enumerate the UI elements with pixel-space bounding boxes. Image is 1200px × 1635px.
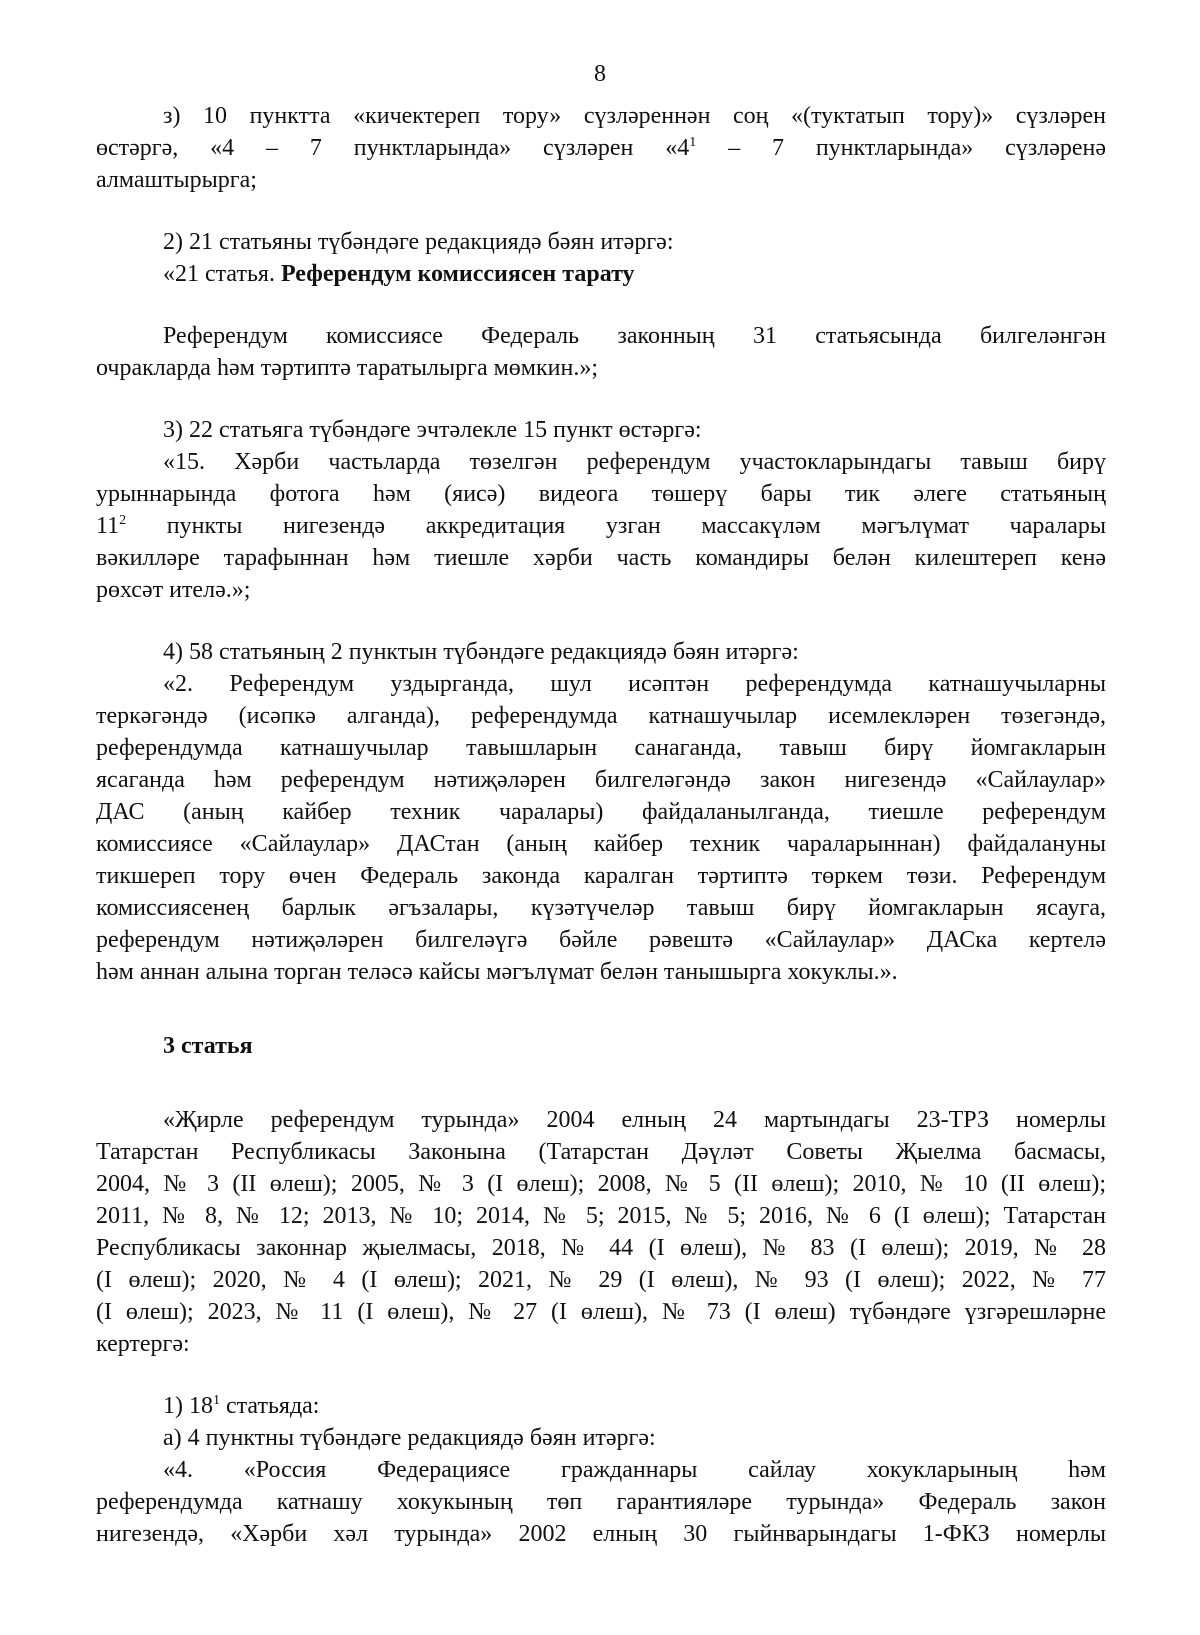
text-fragment: – 7 пунктларында» сүзләренә	[696, 135, 1107, 161]
text-line	[96, 132, 1106, 164]
paragraph-1	[96, 100, 1106, 196]
text-line: кертергә:	[96, 1331, 190, 1357]
article-prefix: «21 статья.	[163, 261, 281, 287]
text-line: алмаштырырга;	[96, 167, 257, 193]
paragraph-4	[96, 320, 1106, 384]
paragraph-10	[96, 1390, 1106, 1422]
text-fragment: статьяда:	[220, 1393, 320, 1419]
paragraph-6	[96, 446, 1106, 606]
page-number: 8	[594, 61, 606, 87]
text-line: комиссиясе «Сайлаулар» ДАСтан (аның кайбер техник чараларыннан) файдалануны	[96, 831, 1106, 857]
text-line: һәм аннан алына торган теләсә кайсы мәгълүмат белән танышырга хокуклы.».	[96, 959, 898, 985]
text-line: референдумда катнашучылар тавышларын санаганда, тавыш бирү йомгакларын	[96, 735, 1106, 761]
superscript: 2	[119, 513, 127, 528]
text-fragment: пункты нигезендә аккредитация узган массакүләм мәгълүмат чаралары	[126, 513, 1106, 539]
section-heading	[96, 1030, 1106, 1062]
text-fragment: 11	[96, 513, 120, 539]
paragraph-2: 2) 21 статьяны түбәндәге редакциядә бәян итәргә:	[163, 229, 674, 255]
text-fragment: өстәргә, «4 – 7 пунктларында» сүзләрен «4	[96, 135, 690, 161]
paragraph-3	[96, 258, 1106, 290]
paragraph-11: а) 4 пунктны түбәндәге редакциядә бәян итәргә:	[163, 1425, 656, 1451]
document-body	[96, 100, 1106, 1550]
text-line: теркәгәндә (исәпкә алганда), референдумда катнашучылар исемлекләрен төзегәндә,	[96, 703, 1106, 729]
text-line: Референдум комиссиясе Федераль законның 31 статьясында билгеләнгән	[163, 323, 1106, 349]
text-fragment: 1) 18	[163, 1393, 213, 1419]
text-line: «4. «Россия Федерациясе гражданнары сайлау хокукларының һәм	[163, 1457, 1106, 1483]
text-line: комиссиясенең барлык әгъзалары, күзәтүчеләр тавыш бирү йомгакларын ясауга,	[96, 895, 1106, 921]
text-line: ДАС (аның кайбер техник чаралары) файдаланылганда, тиешле референдум	[96, 799, 1106, 825]
text-line: нигезендә, «Хәрби хәл турында» 2002 елның 30 гыйнварындагы 1-ФКЗ номерлы	[96, 1521, 1106, 1547]
text-line: урыннарында фотога һәм (яисә) видеога төшерү бары тик әлеге статьяның	[96, 481, 1106, 507]
text-line: з) 10 пунктта «кичектереп тору» сүзләреннән соң «(туктатып тору)» сүзләрен	[163, 103, 1106, 129]
text-line: ясаганда һәм референдум нәтиҗәләрен билгеләгәндә закон нигезендә «Сайлаулар»	[96, 767, 1106, 793]
text-line: очракларда һәм тәртиптә таратылырга мөмкин.»;	[96, 355, 598, 381]
text-line: «2. Референдум уздырганда, шул исәптән референдумда катнашучыларны	[163, 671, 1106, 697]
text-line: (I өлеш); 2023, № 11 (I өлеш), № 27 (I өлеш), № 73 (I өлеш) түбәндәге үзгәрешләрне	[96, 1299, 1106, 1325]
text-line: 2004, № 3 (II өлеш); 2005, № 3 (I өлеш); 2008, № 5 (II өлеш); 2010, № 10 (II өлеш);	[96, 1171, 1106, 1197]
paragraph-5: 3) 22 статьяга түбәндәге эчтәлекле 15 пункт өстәргә:	[163, 417, 702, 443]
text-line: рөхсәт ителә.»;	[96, 577, 251, 603]
text-line	[96, 510, 1106, 542]
section-heading-text: 3 статья	[163, 1033, 253, 1059]
paragraph-9	[96, 1104, 1106, 1360]
article-title: Референдум комиссиясен тарату	[280, 261, 635, 287]
text-line: «Җирле референдум турында» 2004 елның 24 мартындагы 23-ТРЗ номерлы	[163, 1107, 1106, 1133]
text-line: референдум нәтиҗәләрен билгеләүгә бәйле рәвештә «Сайлаулар» ДАСка кертелә	[96, 927, 1106, 953]
text-line: Татарстан Республикасы Законына (Татарстан Дәүләт Советы Җыелма басмасы,	[96, 1139, 1106, 1165]
text-line: (I өлеш); 2020, № 4 (I өлеш); 2021, № 29 (I өлеш), № 93 (I өлеш); 2022, № 77	[96, 1267, 1106, 1293]
paragraph-12	[96, 1454, 1106, 1550]
text-line: тикшереп тору өчен Федераль законда каралган тәртиптә төркем төзи. Референдум	[96, 863, 1106, 889]
text-line: Республикасы законнар җыелмасы, 2018, № 44 (I өлеш), № 83 (I өлеш); 2019, № 28	[96, 1235, 1106, 1261]
paragraph-7: 4) 58 статьяның 2 пунктын түбәндәге редакциядә бәян итәргә:	[163, 639, 799, 665]
text-line: 2011, № 8, № 12; 2013, № 10; 2014, № 5; 2015, № 5; 2016, № 6 (I өлеш); Татарстан	[96, 1203, 1106, 1229]
paragraph-8	[96, 668, 1106, 988]
text-line: вәкилләре тарафыннан һәм тиешле хәрби часть командиры белән килештереп кенә	[96, 545, 1106, 571]
superscript: 1	[689, 135, 697, 150]
text-line: «15. Хәрби частьларда төзелгән референдум участокларындагы тавыш бирү	[163, 449, 1106, 475]
text-line: референдумда катнашу хокукының төп гарантияләре турында» Федераль закон	[96, 1489, 1106, 1515]
superscript: 1	[213, 1393, 220, 1408]
